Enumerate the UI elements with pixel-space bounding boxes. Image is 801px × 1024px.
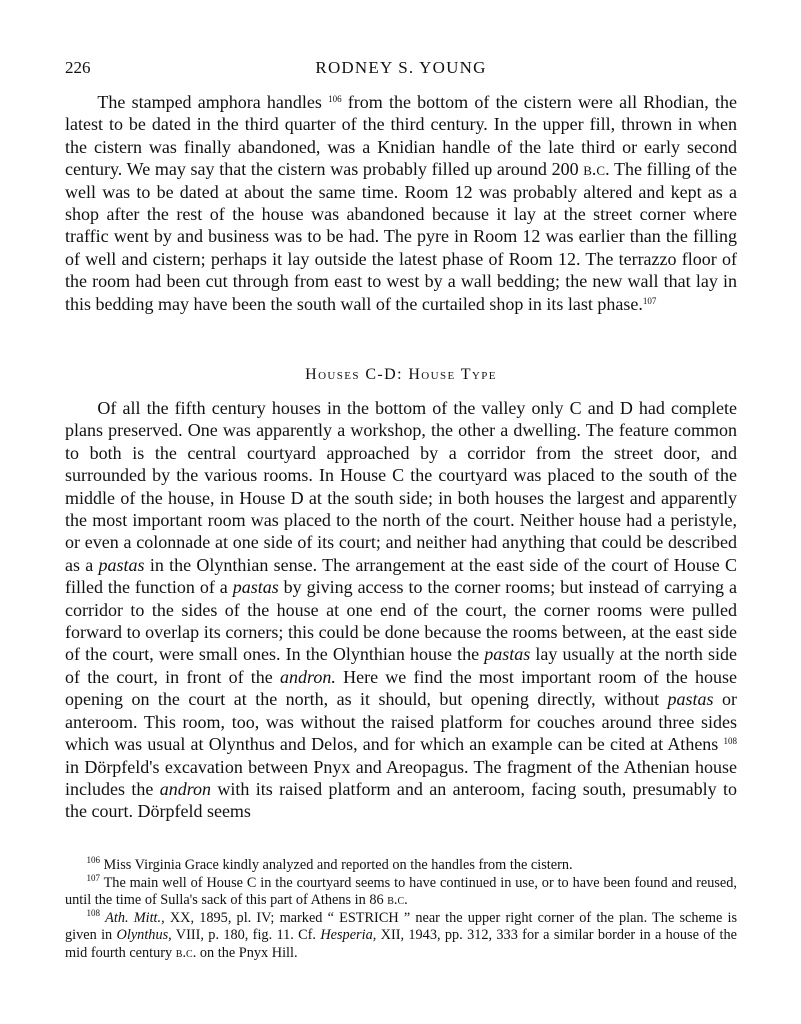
footnote-marker: 108	[723, 736, 737, 747]
paragraph-amphora-handles: The stamped amphora handles $^{106}$ from the bottom of the cistern were all Rhodian, the latest to be dated in the third quarter of the third century. In the upper fill, thrown in when the cistern was finally abandoned, was a Knidian handle of the late third or early second century. We may say that the cistern was probably filled up around 200 b.c. The filling of the well was to be dated at about the same time. Room 12 was probably altered and kept as a shop after the rest of the house was abandoned because it lay at the street corner where traffic went by and business was to be had. The pyre in Room 12 was earlier than the filling of well and cistern; perhaps it lay outside the latest phase of Room 12. The terrazzo floor of the room had been cut through from east to west by a wall bedding; the new wall that lay in this bedding may have been the south wall of the curtailed shop in its last phase.$^{107}$	[65, 92, 737, 314]
small-caps-text: b.c.	[175, 944, 197, 961]
footnote-marker: 106	[328, 94, 342, 104]
italic-term: pastas	[232, 577, 279, 598]
section-heading	[65, 366, 737, 384]
italic-term: pastas	[484, 644, 531, 665]
body-text-top	[65, 91, 737, 315]
footnote-marker: 108	[86, 907, 100, 918]
running-header	[65, 56, 737, 80]
italic-term: Hesperia	[320, 927, 373, 944]
paragraph-house-type: Of all the fifth century houses in the bottom of the valley only C and D had complete plans preserved. One was apparently a workshop, the other a dwelling. The feature common to both is the central courtyard approached by a corridor from the street door, and surrounded by the various rooms. In House C the courtyard was placed to the south of the middle of the house, in House D at the south side; in both houses the largest and apparently the most important room was placed to the north of the court. Neither house had a peristyle, or even a colonnade at one side of its court; and neither had anything that could be described as a pastas in the Olynthian sense. The arrangement at the east side of the court of House C filled the function of a pastas by giving access to the corner rooms; but instead of carrying a corridor to the sides of the house at one end of the court, the corner rooms were pulled forward to overlap its corners; this could be done because the rooms between, at the east side of the court, were small ones. In the Olynthian house the pastas lay usually at the north side of the court, in front of the andron. Here we find the most important room of the house opening on the court at the north, as it should, but opening directly, without pastas or anteroom. This room, too, was without the raised platform for couches around three sides which was usual at Olynthus and Delos, and for which an example can be cited at Athens $^{108}$ in Dörpfeld's excavation between Pnyx and Areopagus. The fragment of the Athenian house includes the andron with its raised platform and an anteroom, facing south, presumably to the court. Dörpfeld seems	[65, 398, 738, 822]
italic-term: andron.	[280, 666, 336, 687]
footnote-marker: 107	[86, 872, 100, 883]
italic-term: pastas	[98, 554, 145, 575]
small-caps-text: b.c.	[387, 892, 408, 909]
italic-term: Ath. Mitt.	[105, 909, 162, 926]
italic-term: andron	[159, 778, 212, 799]
body-text-main	[65, 397, 737, 823]
italic-term: Olynthus	[116, 927, 169, 944]
footnote-marker: 107	[642, 295, 657, 306]
footnote-106: $^{106}$ Miss Virginia Grace kindly analyzed and reported on the handles from the cistern.	[86, 855, 573, 873]
italic-term: pastas	[667, 689, 714, 710]
footnotes	[65, 857, 737, 963]
page-number: 226	[65, 58, 91, 77]
small-caps-text: b.c.	[583, 159, 610, 180]
footnote-108: $^{108}$ Ath. Mitt., XX, 1895, pl. IV; marked “ ESTRICH ” near the upper right corner of the plan. The scheme is given in Olynthus, VIII, p. 180, fig. 11. Cf. Hesperia, XII, 1943, pp. 312, 333 for a similar border in a house of the mid fourth century b.c. on the Pnyx Hill.	[65, 907, 738, 961]
section-heading-text: Houses C-D: House Type	[305, 366, 497, 383]
footnote-marker: 106	[86, 855, 100, 865]
footnote-107: $^{107}$ The main well of House C in the courtyard seems to have continued in use, or to have been found and reused, until the time of Sulla's sack of this part of Athens in 86 b.c.	[65, 872, 737, 909]
running-head-title: RODNEY S. YOUNG	[315, 58, 487, 77]
